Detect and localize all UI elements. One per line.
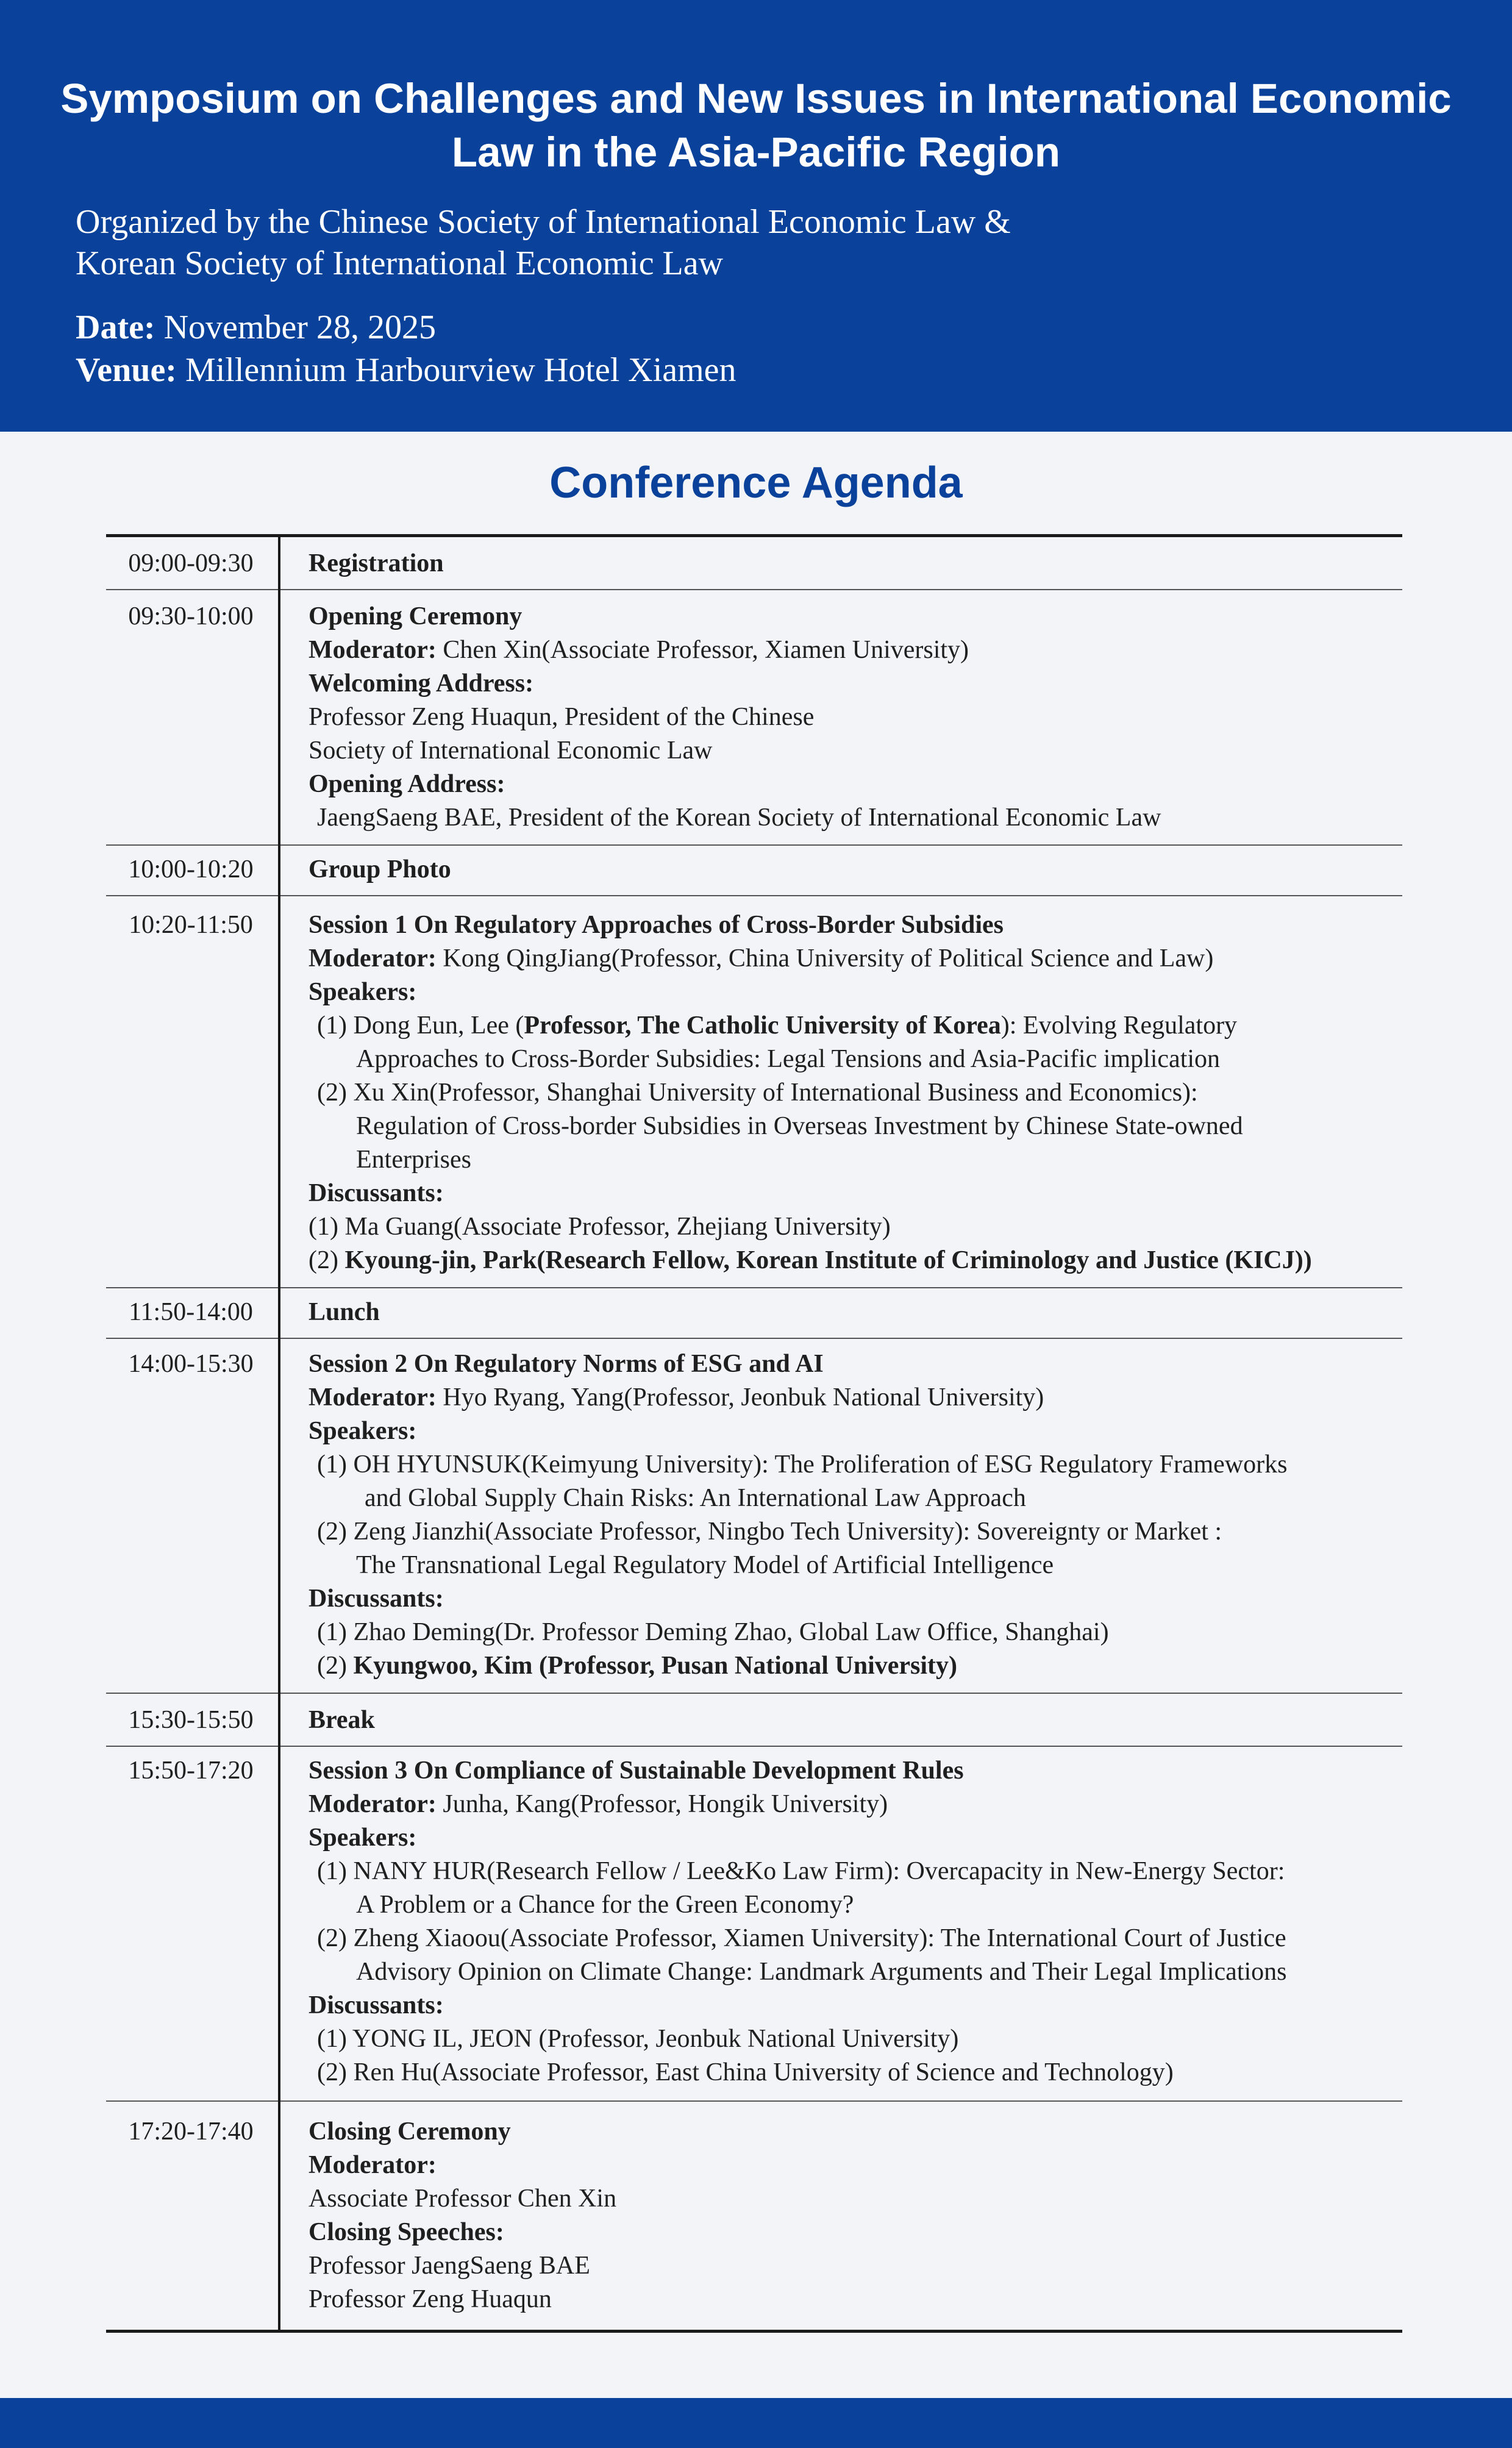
moderator-line bbox=[308, 1788, 1402, 1821]
moderator-name: Chen Xin(Associate Professor, Xiamen University) bbox=[443, 636, 969, 664]
organizer-line-1: Organized by the Chinese Society of International Economic Law & bbox=[76, 203, 1011, 241]
moderator-name: Kong QingJiang(Professor, China University of Political Science and Law) bbox=[443, 944, 1214, 972]
moderator-name: Junha, Kang(Professor, Hongik University) bbox=[443, 1790, 888, 1818]
discussants-label: Discussants: bbox=[308, 1585, 444, 1613]
agenda-row-group-photo bbox=[106, 844, 1402, 895]
discussant-number: (2) bbox=[317, 1652, 347, 1680]
moderator-label: Moderator: bbox=[308, 1790, 437, 1818]
speaker-line: (2) Zheng Xiaoou(Associate Professor, Xiamen University): The International Court of Justice bbox=[317, 1924, 1286, 1952]
session-title: Session 2 On Regulatory Norms of ESG and AI bbox=[308, 1350, 824, 1378]
moderator-label: Moderator: bbox=[308, 2151, 437, 2179]
item-title: Break bbox=[308, 1706, 375, 1734]
discussant-line bbox=[308, 1649, 1402, 1683]
moderator-label: Moderator: bbox=[308, 944, 437, 972]
content-cell bbox=[280, 853, 1402, 887]
agenda-table bbox=[106, 534, 1402, 2333]
closing-speaker: Professor JaengSaeng BAE bbox=[308, 2252, 590, 2280]
content-cell bbox=[280, 547, 1402, 580]
agenda-row-registration bbox=[106, 537, 1402, 589]
speaker-item bbox=[308, 1515, 1402, 1582]
time-cell: 09:00-09:30 bbox=[128, 549, 254, 577]
symposium-title: Symposium on Challenges and New Issues in International Economic Law in the Asia-Pacific Region bbox=[60, 75, 1452, 176]
agenda-row-session-3 bbox=[106, 1746, 1402, 2100]
speaker-topic: ): Evolving Regulatory bbox=[1000, 1012, 1238, 1040]
agenda-row-closing-ceremony bbox=[106, 2100, 1402, 2330]
content-cell bbox=[280, 600, 1402, 835]
header-banner bbox=[0, 0, 1512, 432]
speaker-topic-cont: A Problem or a Chance for the Green Economy? bbox=[356, 1891, 854, 1919]
speaker-topic-cont: Regulation of Cross-border Subsidies in Overseas Investment by Chinese State-owned bbox=[356, 1112, 1243, 1140]
content-cell bbox=[280, 1347, 1402, 1683]
organizer-line-2: Korean Society of International Economic Law bbox=[76, 244, 724, 282]
content-cell bbox=[280, 1754, 1402, 2089]
time-cell: 09:30-10:00 bbox=[128, 602, 254, 630]
discussant-number: (2) bbox=[308, 1246, 338, 1274]
venue-label: Venue: bbox=[76, 351, 177, 389]
agenda-row-opening-ceremony bbox=[106, 589, 1402, 844]
moderator-line bbox=[308, 1381, 1402, 1415]
speaker-line: (1) OH HYUNSUK(Keimyung University): The Proliferation of ESG Regulatory Frameworks bbox=[317, 1451, 1288, 1479]
time-cell: 14:00-15:30 bbox=[128, 1350, 254, 1378]
speaker-topic-cont: Enterprises bbox=[356, 1146, 471, 1174]
time-cell: 15:50-17:20 bbox=[128, 1757, 254, 1785]
agenda-row-lunch bbox=[106, 1287, 1402, 1338]
date-line bbox=[76, 306, 736, 349]
welcome-line: Professor Zeng Huaqun, President of the Chinese bbox=[308, 703, 815, 731]
item-title: Closing Ceremony bbox=[308, 2118, 511, 2146]
venue-line bbox=[76, 349, 736, 391]
time-cell: 11:50-14:00 bbox=[129, 1298, 253, 1326]
discussants-label: Discussants: bbox=[308, 1991, 444, 2019]
speaker-item bbox=[308, 1448, 1402, 1515]
discussant-name: Kyungwoo, Kim (Professor, Pusan National University) bbox=[353, 1652, 958, 1680]
discussant-line bbox=[308, 1244, 1402, 1277]
moderator-name: Hyo Ryang, Yang(Professor, Jeonbuk National University) bbox=[443, 1383, 1044, 1411]
column-divider bbox=[278, 537, 280, 2330]
time-cell: 10:00-10:20 bbox=[128, 855, 254, 883]
speaker-line: (2) Zeng Jianzhi(Associate Professor, Ningbo Tech University): Sovereignty or Market : bbox=[317, 1518, 1222, 1546]
speaker-affiliation: Professor, The Catholic University of Korea bbox=[524, 1012, 1001, 1040]
content-cell bbox=[280, 2115, 1402, 2316]
date-value: November 28, 2025 bbox=[163, 309, 436, 346]
speakers-label: Speakers: bbox=[308, 1824, 417, 1852]
speaker-number: (1) bbox=[317, 1012, 347, 1040]
item-title: Group Photo bbox=[308, 855, 451, 883]
content-cell bbox=[280, 1704, 1402, 1737]
speaker-name: Dong Eun, Lee ( bbox=[353, 1012, 524, 1040]
content-cell bbox=[280, 1296, 1402, 1329]
speaker-topic-cont: and Global Supply Chain Risks: An International Law Approach bbox=[365, 1484, 1026, 1512]
welcome-line: Society of International Economic Law bbox=[308, 737, 713, 765]
moderator-line bbox=[308, 633, 1402, 667]
speaker-topic-cont: The Transnational Legal Regulatory Model of Artificial Intelligence bbox=[356, 1551, 1054, 1579]
footer-band bbox=[0, 2398, 1512, 2448]
agenda-row-session-2 bbox=[106, 1338, 1402, 1693]
speaker-item bbox=[308, 1009, 1402, 1076]
organizers bbox=[76, 201, 1011, 284]
moderator-name: Associate Professor Chen Xin bbox=[308, 2185, 617, 2213]
speaker-line: (2) Xu Xin(Professor, Shanghai University of International Business and Economics): bbox=[317, 1079, 1198, 1107]
moderator-label: Moderator: bbox=[308, 1383, 437, 1411]
date-label: Date: bbox=[76, 309, 155, 346]
time-cell: 10:20-11:50 bbox=[129, 911, 253, 939]
closing-speaker: Professor Zeng Huaqun bbox=[308, 2285, 552, 2313]
speaker-line bbox=[317, 1009, 1402, 1043]
discussants-label: Discussants: bbox=[308, 1179, 444, 1207]
welcome-label: Welcoming Address: bbox=[308, 669, 534, 698]
speaker-item bbox=[308, 1076, 1402, 1177]
discussant-name: Kyoung-jin, Park(Research Fellow, Korean Institute of Criminology and Justice (KICJ)) bbox=[344, 1246, 1312, 1274]
agenda-row-session-1 bbox=[106, 895, 1402, 1287]
time-cell: 17:20-17:40 bbox=[128, 2118, 254, 2146]
moderator-line bbox=[308, 942, 1402, 976]
speaker-topic-cont: Advisory Opinion on Climate Change: Landmark Arguments and Their Legal Implications bbox=[356, 1958, 1287, 1986]
speaker-topic-cont: Approaches to Cross-Border Subsidies: Legal Tensions and Asia-Pacific implication bbox=[356, 1045, 1221, 1073]
agenda-heading: Conference Agenda bbox=[549, 459, 963, 507]
speaker-item bbox=[308, 1922, 1402, 1989]
item-title: Registration bbox=[308, 549, 444, 577]
discussant-line: (1) Zhao Deming(Dr. Professor Deming Zhao, Global Law Office, Shanghai) bbox=[317, 1618, 1109, 1646]
speakers-label: Speakers: bbox=[308, 1417, 417, 1445]
speaker-item bbox=[308, 1855, 1402, 1922]
discussant-line: (1) YONG IL, JEON (Professor, Jeonbuk National University) bbox=[317, 2025, 959, 2053]
item-title: Opening Ceremony bbox=[308, 602, 522, 630]
discussant-line: (1) Ma Guang(Associate Professor, Zhejiang University) bbox=[308, 1213, 891, 1241]
opening-line: JaengSaeng BAE, President of the Korean Society of International Economic Law bbox=[317, 804, 1161, 832]
closing-label: Closing Speeches: bbox=[308, 2218, 504, 2246]
content-cell bbox=[280, 908, 1402, 1277]
time-cell: 15:30-15:50 bbox=[128, 1706, 254, 1734]
session-title: Session 3 On Compliance of Sustainable Development Rules bbox=[308, 1757, 964, 1785]
opening-label: Opening Address: bbox=[308, 770, 505, 798]
speaker-line: (1) NANY HUR(Research Fellow / Lee&Ko Law Firm): Overcapacity in New-Energy Sector: bbox=[317, 1857, 1285, 1885]
event-meta bbox=[76, 306, 736, 391]
item-title: Lunch bbox=[308, 1298, 380, 1326]
moderator-label: Moderator: bbox=[308, 636, 437, 664]
agenda-row-break bbox=[106, 1693, 1402, 1746]
discussant-line: (2) Ren Hu(Associate Professor, East China University of Science and Technology) bbox=[317, 2058, 1174, 2086]
venue-value: Millennium Harbourview Hotel Xiamen bbox=[185, 351, 736, 389]
session-title: Session 1 On Regulatory Approaches of Cross-Border Subsidies bbox=[308, 911, 1004, 939]
speakers-label: Speakers: bbox=[308, 978, 417, 1006]
